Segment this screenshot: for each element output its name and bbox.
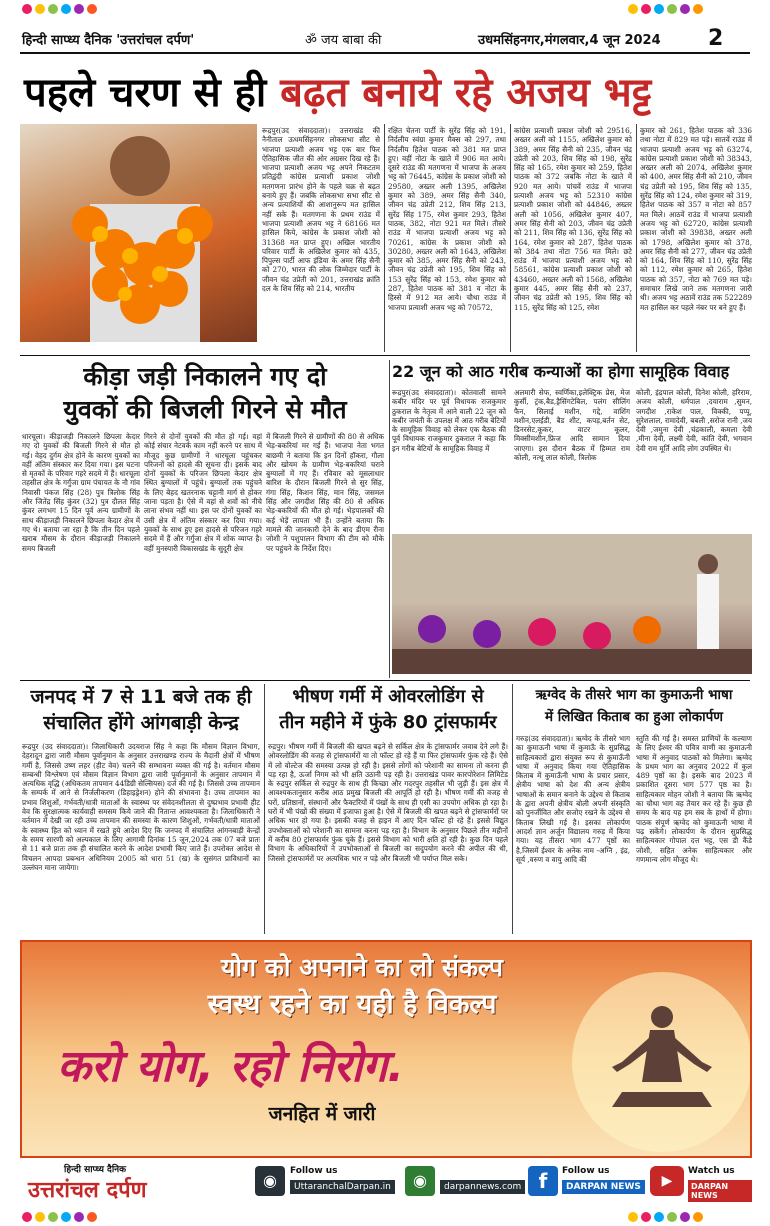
footer-bar bbox=[20, 1160, 752, 1206]
story5-body: रुद्रपुर। भीषण गर्मी में बिजली की खपत बढ़ने से सर्किल क्षेत्र के ट्रांसफार्मर जवाब देने लगे हैं। ओवरलोडिंग की वजह से ट्रांसफार्मरों या तो फॉल्ट हो रहे हैं या फिर ट्रांसफार्मर फुंक रहे हैं। ऐसे में लो वोल्टेज की समस्या उत्पन्न हो रही है। इससे लोगों को परेशानी का सामना तो करना ही पड़ रहा है, ऊर्जा निगम को भी क्षति उठानी पड़ रही है। उत्तराखंड पावर कारपोरेशन लिमिटेड के रुद्रपुर सर्किल से रुद्रपुर के साथ ही किच्छा और गदरपुर तहसील भी जुड़ी हैं। इस क्षेत्र में आवश्यकतानुसार करीब आठ प्रमुख बिजली की आपूर्ति हो रही है। भीषण गर्मी की वजह से घरों, प्रतिष्ठानों, संस्थानों और फैक्टरियों में पंखों के साथ ही एसी का उपयोग अधिक हो रहा है। घरों में भी पंखों की संख्या में इजाफा हुआ है। ऐसे में बिजली की खपत बढ़ने से ट्रांसफार्मरों पर अधिक भार हो गया है। इसकी वजह से हाइन में आए दिन फॉल्ट हो रहे हैं। इससे विद्युत उपभोक्ताओं को परेशानी का सामना करना पड़ रहा है। विभाग के अनुसार पिछले तीन महीनों में करीब 80 ट्रांसफार्मर फुंक चुके हैं। इससे विभाग को भारी क्षति हो रही है। कुछ दिन पहले विभाग के अधिकारियों ने उपभोक्ताओं से बिजली का सदुपयोग करने की अपील की थी, जिससे ट्रांसफार्मरों पर अत्यधिक भार न पड़े और बिजली भी पर्याप्त मिल सके। bbox=[268, 742, 508, 863]
page-number: 2 bbox=[708, 26, 724, 51]
story6-col-1: गरुड़(उद संवाददाता)। ऋग्वेद के तीसरे भाग का कुमाऊनी भाषा में कुमाऊँ के सुप्रसिद्ध साहित्यकारों द्वारा संयुक्त रूप से कुमाऊँनी भाषा में अनुवाद किया गया ऐतिहासिक किताब में कुमाऊँनी भाषा के प्रचार प्रसार, क्षेत्रीय भाषा को देश की अन्य क्षेत्रीय भाषाओं के समान बनाने के उद्देश्य से किताब के द्वारा अपनी क्षेत्रीय बोली अपनी संस्कृति को पुनर्जीवित और सजोए रखने के उद्देश्य से किताब लिखी गई है। इसका लोकार्पण आदर्श ज्ञान अर्जुन विद्यालय गरुड़ में किया गया। यह तीसरा भाग 477 पृष्ठों का है,जिसमें ईश्वर के अनेक नाम -अग्नि , इंद्र, सूर्य ,वरुण व वायु आदि की bbox=[516, 734, 630, 864]
ad-slogan: करो योग, रहो निरोग. bbox=[57, 1041, 404, 1092]
lead-photo bbox=[20, 124, 257, 342]
header-center: ॐ जय बाबा की bbox=[305, 33, 382, 48]
ad-jan-hit: जनहित में जारी bbox=[268, 1103, 376, 1125]
yt-name-link[interactable]: DARPAN NEWS bbox=[688, 1180, 752, 1202]
yt-label: Watch us bbox=[688, 1166, 735, 1176]
lead-col-4: कुमार को 261, हितेश पाठक को 336 तथा नोटा में 829 मत पड़े। सातवें राउंड में भाजपा प्रत्याशी अजय भट्ट को 63274, कांग्रेस प्रत्याशी प्रकाश जोशी को 38343, अख्तर अली को 2074, अखिलेश कुमार को 400, अमर सिंह सैनी को 210, जीवन चंद्र उप्रेती को 195, शिव सिंह को 135, सुरेंद्र सिंह को 124, रमेश कुमार को 319, हितेश पाठक को 357 व नोटा को 857 मत मिले। आठवें राउंड में भाजपा प्रत्याशी अजय भट्ट को 62720, कांग्रेस प्रत्याशी प्रकाश जोशी को 39838, अख्तर अली को 1798, अखिलेश कुमार को 378, अमर सिंह सैनी को 277, जीवन चंद्र उप्रेती को 164, शिव सिंह को 110, सुरेंद्र सिंह को 112, रमेश कुमार को 265, हितेश पाठक को 357, नोटा को 769 मत पड़े। समाचार लिखे जाने तक मतगणना जारी थी। अजय भट्ट अठावें राउंड तक 522289 मत हासिल कर पहले नंबर पर बने हुए हैं। bbox=[640, 126, 752, 312]
ad-line-1: योग को अपनाने का लो संकल्प bbox=[221, 953, 503, 982]
story3-photo bbox=[392, 534, 752, 674]
fb-name-link[interactable]: DARPAN NEWS bbox=[562, 1180, 645, 1194]
yoga-ad bbox=[20, 940, 752, 1158]
footer-dots-right bbox=[628, 1212, 703, 1222]
globe-icon[interactable]: ◉ bbox=[255, 1166, 285, 1196]
story2-col-3: में बिजली गिरने से ग्रामीणों की 80 से अधिक भेड़-बकरियां मर गई हैं। भाजपा नेता भगत बाछमी ने बताया कि इन दिनों हॉकरा, गौला और खोयम के ग्रामीण भेड़-बकरियां चराने बुग्यालों में गए हैं। रविवार को मूसलाधार बारिश के दौरान बिजली गिरने से सुर सिंह, गंगा सिंह, किशन सिंह, मान सिंह, जसमल सिंह और जगदीश सिंह की 80 से अधिक भेड़-बकरियों की मौत हो गई। भेड़पालकों की कई भेड़ें लापता भी हैं। उन्होंने बताया कि मामले की जानकारी देने के बाद डीएम रीना जोशी ने पशुपालन विभाग की टीम को मौके पर पहुंचने के निर्देश दिए। bbox=[266, 432, 384, 553]
lead-col-3: कांग्रेस प्रत्याशी प्रकाश जोशी को 29516, अख्तर अली को 1155, अखिलेश कुमार को 389, अमर सिंह सैनी को 235, जीवन चंद्र उप्रेती को 203, शिव सिंह को 198, सुरेंद्र सिंह को 165, रमेश कुमार को 259, हितेश पाठक को 372 जबकि नोटा के खाते में 920 मत आये। पांचवें राउंड में भाजपा प्रत्याशी अजय भट्ट को 52310 कांग्रेस प्रत्याशी प्रकाश जोशी को 44846, अख्तर अली को 1056, अखिलेश कुमार 407, अमर सिंह सैनी को 203, जीवन चंद्र उप्रेती को 211, शिव सिंह को 136, सुरेंद्र सिंह को 164, रमेश कुमार को 287, हितेश पाठक को 384 तथा नोटा 756 मत मिले। छटे राउंड में भाजपा प्रत्याशी अजय भट्ट को 58561, कांग्रेस प्रत्याशी प्रकाश जोशी को 43460, अख्तर अली को 1568, अखिलेश कुमार 445, अमर सिंह सैनी को 237, जीवन चंद्र उप्रेती को 195, शिव सिंह को 115, सुरेंद्र सिंह को 125, रमेश bbox=[514, 126, 632, 312]
youtube-icon[interactable]: ▶ bbox=[650, 1166, 684, 1196]
lead-headline: पहले चरण से ही बढ़त बनाये रहे अजय भट्ट bbox=[24, 70, 652, 116]
story6-col-2: स्तुति की गई है। समस्त प्राणियों के कल्याण के लिए ईश्वर की पवित्र वाणी का कुमाऊनी भाषा में अनुवाद पाठकों को मिलेगा। ऋग्वेद के प्रथम भाग का अनुवाद 2022 में कुल 489 पृष्ठों का है। इसके बाद 2023 में प्रकाशित दूसरा भाग 577 पृष्ठ का है। साहित्यकार मोहन जोशी ने बताया कि ऋग्वेद का चौथा भाग वह तैयार कर रहे हैं। कुछ ही समय के बाद यह हम सब के हाथों में होगा। पाठक संपूर्ण ऋग्वेद को कुमाऊनी भाषा में पढ़ सकेंगे। लोकार्पण के दौरान सुप्रसिद्ध साहित्यकार गोपाल दत्त भट्ट, एस डी कैंडे जोशी, सहित अनेक साहित्यकार और गणमान्य लोग मौजूद थे। bbox=[636, 734, 752, 864]
lead-headline-highlight: बढ़त बनाये रहे अजय भट्ट bbox=[280, 70, 652, 116]
story2-col-2: गिरने से दोनों युवकों की मौत हो गई। वहां कोई संचार नेटवर्क काम नहीं करने पर साथ में मौजूद कुछ ग्रामीणों ने धारचूला पहुंचकर परिजनों को हादसे की सूचना दी। इसके बाद दोनों युवकों के परिजन छिपला केदार क्षेत्र स्थित बुग्यालों में पहुंचे। बुग्यालों तक पहुंचने के लिए बेहद खतरनाक चट्टानी मार्ग से होकर जाना पड़ता है। ऐसे में वहां से शवों को नीचे लाना संभव नहीं था। इस पर दोनों युवकों का उसी क्षेत्र में अंतिम संस्कार कर दिया गया। युवकों के साथ हुए इस हादसे से परिजन गहरे सदमे में हैं और गर्गुंजा क्षेत्र में शोक व्याप्त है। वहीं मुनस्यारी विकासखंड के सुदूरी क्षेत्र bbox=[144, 432, 262, 553]
lead-col-1: रूद्रपुर(उद संवाददाता)। उत्तराखंड की नैनीताल ऊधमसिंहनगर लोकसभा सीट से भाजपा प्रत्याशी अजय भट्ट एक बार फिर ऐतिहासिक जीत की ओर अग्रसर दिख रहे हैं। भाजपा प्रत्याशी अजय भट्ट अपने निकटतम प्रतिद्वंदी कांग्रेस प्रत्याशी प्रकाश जोशी मतगणना प्रारंभ होने के पहले चक्र से बढ़त बनाये हुए हैं। जबकि लोकसभा सभा सीट से अन्य प्रत्याशियों की आशानुरूप मत हासिल नहीं सके हैं। मतगणना के प्रथम राउंड में भाजपा प्रत्याशी अजय भट्ट ने 68166 मत हासिल किये, कांग्रेस के प्रकाश जोशी को 31368 मत प्राप्त हुए। अखिल भारतीय परिवार पार्टी के अखिलेश कुमार को 435, पिपुल्स पार्टी आफ इंडिया के अमर सिंह सैनी को 270, भारत की लोक जिम्मेदार पार्टी के जीवन चंद्र उप्रेती को 201, उत्तराखंड क्रांति दल के शिव सिंह को 214, भारतीय bbox=[262, 126, 380, 294]
dateline: उधमसिंहनगर,मंगलवार,4 जून 2024 bbox=[478, 33, 661, 48]
header-rule bbox=[20, 52, 750, 54]
ad-line-2: स्वस्थ रहने का यही है विकल्प bbox=[207, 989, 497, 1020]
lead-col-2: रक्षित चेतना पार्टी के सुरेंद्र सिंह को 191, निर्दलीय स्वंग्रा कुमार मैक्स को 297, तथा निर्दलीय हितेश पाठक को 381 मत प्राप्त हुए। वहीं नोटा के खाते में 906 मत आये। दूसरे राउंड की मतगणना में भाजपा के अजय भट्ट को 76445, कांग्रेस के प्रकाश जोशी को 29580, अख्तर अली 1395, अखिलेश कुमार को 389, अमर सिंह सैनी 340, जीवन चंद्र उप्रेती 212, शिव सिंह 213, सुरेंद्र सिंह 175, रमेश कुमार 293, हितेश पाठक, 382, नोटा 921 मत मिले। तीसरे राउंड में भाजपा प्रत्याशी अजय भट्ट को 70261, कांग्रेस के प्रकाश जोशी को 30280, अख्तर अली को 1643, अखिलेश कुमार को 385, अमर सिंह सैनी को 243, जीवन चंद्र उप्रेती को 195, शिव सिंह को 153 सुरेंद्र सिंह को 153, रमेश कुमार को 287, हितेश पाठक को 381 व नोटा के हिस्से में 912 मत आये। चौथा राउंड में भाजपा प्रत्याशी अजय भट्ट को 70572, bbox=[388, 126, 506, 312]
story2-col-1: धारचूला। कीड़ाजड़ी निकालने छिपला केदार गए दो युवकों की बिजली गिरने से मौत हो गई। वेहद दुर्गम क्षेत्र होने के कारण युवकों का वहीं अंतिम संस्कार कर दिया गया। इस घटना से मृतकों के परिवार गहरे सदमे में हैं। धारचूला तहसील क्षेत्र के गर्गुंजा ग्राम पंचायत के नौ गांव निवासी पंकज सिंह (28) पुत्र त्रिलोक सिंह और जितेंद्र सिंह कुंवर (32) पुत्र दौलत सिंह कुंवर लगभग 15 दिन पूर्व अन्य ग्रामीणों के साथ कीड़ाजड़ी निकालने छिपला केदार क्षेत्र में गए थे। बताया जा रहा है कि तीन दिन पहले खराब मौसम के दौरान कीड़ाजड़ी निकालने समय बिजली bbox=[22, 432, 140, 553]
story3-col-3: कोली, इंद्रपाल कोली, दिनेश कोली, हरिराम, अजय कोली, धर्मपाल ,दयाराम ,सुमन, जगदीश ,राकेश पाल, विक्की, पप्पू, सुरेशलाल, रामादेवी, बबली ,सरोज रानी ,जय देवी ,जमुना देवी ,चंद्रकाली, कमला देवी ,मीना देवी, लक्ष्मी देवी, कांति देवी, भगवान देवी राम मूर्ति आदि लोग उपस्थित थे। bbox=[636, 388, 752, 453]
footer-brand-small: हिन्दी साप्ध्य दैनिक bbox=[64, 1165, 127, 1175]
story5-headline: भीषण गर्मी में ओवरलोडिंग से तीन महीने में फुंके 80 ट्रांसफार्मर bbox=[279, 686, 497, 733]
header-dots-left bbox=[22, 4, 97, 14]
fb-label: Follow us bbox=[562, 1166, 610, 1176]
masthead-title: हिन्दी साप्ध्य दैनिक 'उत्तरांचल दर्पण' bbox=[22, 33, 195, 48]
story6-headline: ऋग्वेद के तीसरे भाग का कुमाऊनी भाषा में लिखित किताब का हुआ लोकार्पण bbox=[535, 687, 733, 725]
site2-link[interactable]: darpannews.com bbox=[440, 1180, 525, 1194]
story2-headline: कीड़ा जड़ी निकालने गए दो युवकों की बिजली गिरने से मौत bbox=[63, 362, 347, 424]
story4-headline: जनपद में 7 से 11 बजे तक ही संचालित होंगे आंगबाड़ी केन्द्र bbox=[30, 686, 252, 734]
story3-headline: 22 जून को आठ गरीब कन्याओं का होगा सामूहिक विवाह bbox=[392, 362, 730, 381]
story4-body: रूद्रपुर (उद संवाददाता)। जिलाधिकारी उदयराज सिंह ने कहा कि मौसम विज्ञान विभाग, देहरादून द्वारा जारी मौसम पूर्वानुमान के अनुसार उत्तराखण्ड राज्य के मैदानी क्षेत्रों में भीषण गर्मी है, जिससे उष्ण लहर (हीट वेव) चलने की सम्भावना व्यक्त की गई है। वर्तमान मौसम सम्बन्धी विश्लेषण एवं मौसम विज्ञान विभाग द्वारा जारी पूर्वानुमानों के अनुसार तापमान में अत्यधिक वृद्धि (अधिकतम तापमान 44डिग्री सेल्सियस) दर्ज की गई है। जिससे उच्च तापमान के सम्पर्क में आने से निर्जलीकरण (डिहाइड्रेशन) होने की संभावना है। उच्च तापमान का प्रभाव शिशुओं, गर्भवती/धात्री माताओं के स्वास्थ्य पर संवेदनशीलता से दुष्प्रभाव प्रभावी हीट वेव कि सुरक्षात्मक कार्यवाही समसम किये जाने की नितान्त आवश्यकता है। जिलाधिकारी ने वर्तमान में देखी जा रही उच्च तापमान की समस्या के कारण शिशुओं, गर्भवती/धात्री माताओं के स्वास्थ्य हित को ध्यान में रखते हुये आदेश दिए कि जनपद में संचालित आंगनबाड़ी केन्द्रों के समय सारणी को अल्पकाल के लिए आगामी दिनांक 15 जून,2024 तक 07 बजे प्रातः से 11 बजे प्रातः तक ही संचालित करने के आदेश प्रभावी किए जाते हैं। उपरोक्त आदेश से विचलन आपदा प्रबन्धन अधिनियम 2005 को धारा 51 (ख) के सुसंगत प्राविधानों का उल्लंघन माना जायेगा। bbox=[22, 742, 260, 872]
footer-dots-left bbox=[22, 1212, 97, 1222]
header-dots-right bbox=[628, 4, 703, 14]
facebook-icon[interactable]: f bbox=[528, 1166, 558, 1196]
om-icon: ॐ bbox=[305, 33, 317, 48]
story3-col-2: अलमारी सेफ, स्वर्णिका,इलेक्ट्रिक प्रेस, मेज कुर्सी, ट्रंक,बैड,ड्रैसिंगटेबिल, पलंग सीलिंग फैन, सिलाई मशीन, गद्दे, वाशिंग मशीन,एलईडी, बैड शीट, कपड़,बर्तन सेट, डिनरसेट,कूकर, वाटर कूलर, मिक्सीमशीन,फ्रिज आदि सामान दिया जाएगा। इस दौरान बैठक में हिम्मत राम कोली, नत्थू लाल कोली, त्रिलोक bbox=[514, 388, 630, 463]
story3-col-1: रूद्रपुर(उद संवाददाता)। कोतवाली सामने कबीर मंदिर पर पूर्व विधायक राजकुमार ठुकराल के नेतृत्व में आने वाली 22 जून को कबीर जयंती के उपलक्ष में आठ गरीब बेटियों के सामूहिक विवाह को लेकर एक बैठक की पूर्व विधायक राजकुमार ठुकराल ने कहा कि इन गरीब बेटियों के सामूहिक विवाह में bbox=[392, 388, 506, 453]
footer-brand: उत्तरांचल दर्पण bbox=[28, 1178, 147, 1203]
globe-icon-2[interactable]: ◉ bbox=[405, 1166, 435, 1196]
site1-link[interactable]: UttaranchalDarpan.in bbox=[290, 1180, 395, 1194]
follow-label: Follow us bbox=[290, 1166, 338, 1176]
